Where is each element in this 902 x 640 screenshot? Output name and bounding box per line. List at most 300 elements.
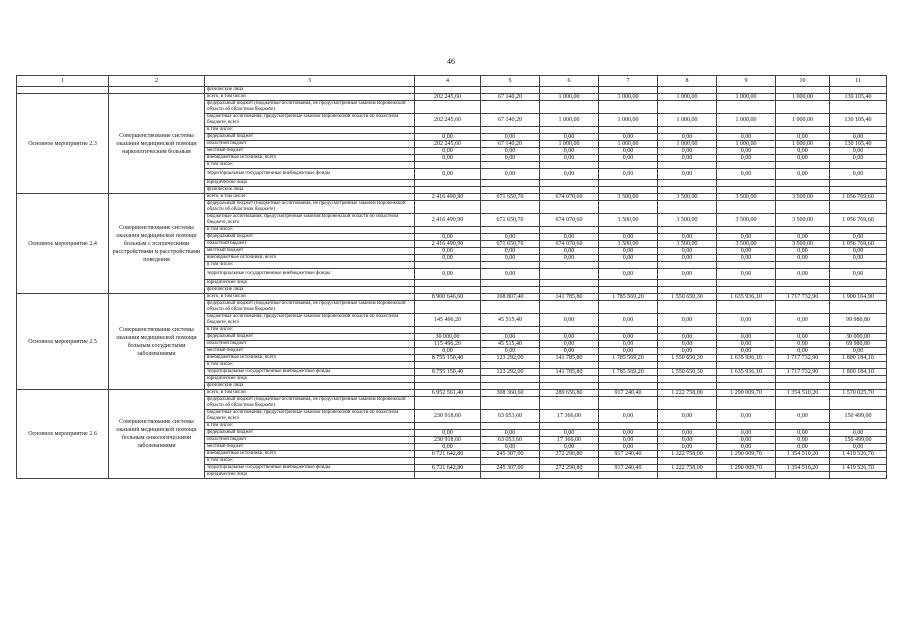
amount-cell [776,458,830,465]
funding-source-label: в том числе: [205,227,415,234]
amount-cell: 0,00 [415,234,481,241]
amount-cell [481,101,540,114]
table-row [17,87,887,94]
amount-cell: 0,00 [599,155,658,162]
funding-source-label: федеральный бюджет [205,334,415,341]
column-header: 8 [658,76,717,87]
amount-cell: 0,00 [717,410,776,423]
amount-cell [415,458,481,465]
amount-cell: 1 000,00 [599,141,658,148]
amount-cell: 0,00 [415,430,481,437]
amount-cell: 3 500,00 [599,214,658,227]
empty-cell [17,87,109,94]
column-header: 1 [17,76,109,87]
amount-cell: 0,00 [481,248,540,255]
amount-cell [776,327,830,334]
funding-source-label: всего, в том числе: [205,194,415,201]
amount-cell [776,472,830,479]
amount-cell [658,301,717,314]
amount-cell: 3 500,00 [776,194,830,201]
amount-cell [599,162,658,169]
amount-cell: 3 500,00 [776,241,830,248]
amount-cell: 0,00 [415,148,481,155]
amount-cell [599,262,658,269]
amount-cell: 1 900 164,90 [830,294,887,301]
amount-cell: 0,00 [540,148,599,155]
amount-cell: 0,00 [540,334,599,341]
amount-cell: 3 500,00 [717,241,776,248]
amount-cell: 0,00 [540,234,599,241]
column-header: 9 [717,76,776,87]
amount-cell: 0,00 [830,269,887,280]
amount-cell [830,101,887,114]
funding-source-label: федеральный бюджет [205,234,415,241]
amount-cell [658,201,717,214]
amount-cell [415,201,481,214]
amount-cell: 0,00 [540,248,599,255]
activity-name: Основное мероприятие 2.5 [17,294,109,390]
amount-cell: 1 290 009,70 [717,390,776,397]
amount-cell: 1 000,00 [717,114,776,127]
amount-cell [658,287,717,294]
amount-cell: 0,00 [658,341,717,348]
amount-cell: 3 500,00 [658,194,717,201]
amount-cell: 130 105,40 [830,141,887,148]
table-row [17,294,887,301]
amount-cell: 0,00 [830,148,887,155]
table-body [17,76,887,479]
amount-cell: 0,00 [415,134,481,141]
amount-cell: 0,00 [776,169,830,180]
amount-cell: 0,00 [717,248,776,255]
amount-cell: 67 140,20 [481,141,540,148]
amount-cell: 8 755 150,40 [415,369,481,376]
amount-cell: 0,00 [540,169,599,180]
amount-cell [830,287,887,294]
amount-cell [776,362,830,369]
amount-cell: 289 656,80 [540,390,599,397]
amount-cell: 1 717 732,90 [776,369,830,376]
funding-source-label: внебюджетные источники, всего [205,255,415,262]
amount-cell: 1 717 732,90 [776,355,830,362]
amount-cell [599,383,658,390]
amount-cell: 1 056 769,60 [830,194,887,201]
amount-cell: 0,00 [717,437,776,444]
column-header: 10 [776,76,830,87]
funding-source-label: в том числе: [205,127,415,134]
activity-title: Совершенствование системы оказания медицинской помощи больным с психическими расстройствами и расстройствами поведения [109,194,205,294]
amount-cell: 0,00 [776,134,830,141]
funding-source-label: местный бюджет [205,248,415,255]
amount-cell [481,327,540,334]
amount-cell: 1 570 025,70 [830,390,887,397]
amount-cell: 245 307,00 [481,451,540,458]
amount-cell: 3 500,00 [599,194,658,201]
activity-name: Основное мероприятие 2.3 [17,94,109,194]
amount-cell: 0,00 [830,248,887,255]
funding-source-label: территориальные государственные внебюджетные фонды [205,169,415,180]
amount-cell [599,287,658,294]
amount-cell: 671 650,70 [481,214,540,227]
amount-cell [599,458,658,465]
amount-cell [830,87,887,94]
amount-cell: 3 500,00 [658,241,717,248]
amount-cell: 141 785,80 [540,355,599,362]
amount-cell [658,472,717,479]
amount-cell: 0,00 [658,169,717,180]
amount-cell: 1 000,00 [540,141,599,148]
amount-cell: 0,00 [415,155,481,162]
amount-cell: 308 360,60 [481,390,540,397]
amount-cell: 671 650,70 [481,241,540,248]
amount-cell: 1 635 936,10 [717,294,776,301]
amount-cell: 1 290 009,70 [717,451,776,458]
funding-source-label: федеральный бюджет (бюджетные ассигнования, не предусмотренные законом Воронежской области об областном бюджете) [205,301,415,314]
funding-source-label: физические лица [205,383,415,390]
amount-cell: 1 290 009,70 [717,465,776,472]
amount-cell: 69 980,80 [830,341,887,348]
funding-source-label: федеральный бюджет (бюджетные ассигнования, не предусмотренные законом Воронежской области об областном бюджете) [205,201,415,214]
amount-cell: 115 496,20 [415,341,481,348]
amount-cell: 0,00 [830,134,887,141]
amount-cell: 0,00 [717,341,776,348]
funding-source-label: территориальные государственные внебюджетные фонды [205,269,415,280]
funding-source-label: юридические лица [205,472,415,479]
amount-cell: 0,00 [599,248,658,255]
amount-cell [776,201,830,214]
amount-cell: 245 307,00 [481,465,540,472]
amount-cell [599,280,658,287]
amount-cell [481,301,540,314]
amount-cell [830,301,887,314]
amount-cell: 0,00 [776,334,830,341]
amount-cell: 0,00 [415,348,481,355]
amount-cell [658,101,717,114]
amount-cell [481,162,540,169]
funding-source-label: в том числе: [205,162,415,169]
amount-cell: 1 000,00 [540,114,599,127]
amount-cell [481,201,540,214]
amount-cell: 3 500,00 [776,214,830,227]
amount-cell: 1 056 769,60 [830,241,887,248]
amount-cell: 6 721 642,80 [415,465,481,472]
amount-cell [830,201,887,214]
amount-cell: 0,00 [540,348,599,355]
amount-cell: 0,00 [776,269,830,280]
amount-cell: 168 807,40 [481,294,540,301]
amount-cell: 674 070,60 [540,194,599,201]
activity-name: Основное мероприятие 2.6 [17,390,109,479]
amount-cell [599,87,658,94]
amount-cell [658,423,717,430]
amount-cell: 0,00 [415,444,481,451]
amount-cell: 0,00 [540,134,599,141]
amount-cell: 3 500,00 [717,214,776,227]
amount-cell: 0,00 [415,169,481,180]
amount-cell [717,180,776,187]
amount-cell: 0,00 [540,444,599,451]
amount-cell [481,127,540,134]
amount-cell: 1 635 936,10 [717,355,776,362]
amount-cell [599,127,658,134]
amount-cell: 0,00 [599,430,658,437]
amount-cell: 0,00 [658,269,717,280]
amount-cell: 0,00 [830,155,887,162]
amount-cell: 130 105,40 [830,94,887,101]
amount-cell [776,187,830,194]
amount-cell: 3 500,00 [658,214,717,227]
amount-cell [717,376,776,383]
amount-cell [658,397,717,410]
amount-cell: 0,00 [717,444,776,451]
amount-cell: 1 000,00 [658,94,717,101]
amount-cell [599,397,658,410]
amount-cell [415,327,481,334]
amount-cell [415,397,481,410]
funding-source-label: областной бюджет [205,341,415,348]
amount-cell: 0,00 [540,255,599,262]
funding-source-label: в том числе: [205,423,415,430]
amount-cell [415,180,481,187]
amount-cell: 1 550 650,30 [658,294,717,301]
amount-cell: 0,00 [717,148,776,155]
amount-cell [540,201,599,214]
amount-cell [540,327,599,334]
amount-cell: 0,00 [599,341,658,348]
amount-cell: 150 499,00 [830,437,887,444]
amount-cell [658,362,717,369]
amount-cell: 0,00 [658,348,717,355]
funding-source-label: в том числе: [205,327,415,334]
amount-cell: 1 354 510,20 [776,451,830,458]
amount-cell: 2 416 490,90 [415,214,481,227]
amount-cell [540,187,599,194]
amount-cell: 272 290,80 [540,465,599,472]
amount-cell [717,458,776,465]
amount-cell [717,383,776,390]
amount-cell: 0,00 [830,430,887,437]
column-header: 5 [481,76,540,87]
amount-cell: 230 918,60 [415,437,481,444]
amount-cell [481,227,540,234]
amount-cell [717,262,776,269]
amount-cell: 0,00 [540,341,599,348]
funding-source-label: в том числе: [205,262,415,269]
amount-cell [658,376,717,383]
amount-cell: 0,00 [540,430,599,437]
amount-cell: 1 550 650,30 [658,355,717,362]
amount-cell [540,280,599,287]
amount-cell: 0,00 [830,348,887,355]
amount-cell: 1 419 526,70 [830,451,887,458]
amount-cell: 1 000,00 [599,114,658,127]
amount-cell: 1 354 510,20 [776,465,830,472]
amount-cell: 0,00 [599,314,658,327]
amount-cell [830,180,887,187]
amount-cell: 0,00 [599,348,658,355]
funding-source-label: юридические лица [205,280,415,287]
amount-cell [481,423,540,430]
amount-cell: 0,00 [415,269,481,280]
amount-cell: 63 053,60 [481,410,540,423]
amount-cell: 0,00 [717,430,776,437]
amount-cell [658,262,717,269]
amount-cell [481,376,540,383]
amount-cell: 0,00 [776,444,830,451]
amount-cell [830,376,887,383]
amount-cell [830,162,887,169]
amount-cell: 1 000,00 [717,141,776,148]
amount-cell: 917 240,40 [599,390,658,397]
amount-cell: 674 070,60 [540,214,599,227]
amount-cell [830,397,887,410]
amount-cell: 0,00 [830,169,887,180]
amount-cell [776,397,830,410]
amount-cell: 1 222 758,00 [658,465,717,472]
amount-cell [599,101,658,114]
column-header: 4 [415,76,481,87]
amount-cell: 45 515,40 [481,314,540,327]
amount-cell [717,187,776,194]
amount-cell: 3 500,00 [599,241,658,248]
funding-source-label: территориальные государственные внебюджетные фонды [205,369,415,376]
amount-cell [776,287,830,294]
amount-cell [540,376,599,383]
amount-cell [658,180,717,187]
amount-cell [415,262,481,269]
amount-cell [481,180,540,187]
funding-source-label: местный бюджет [205,444,415,451]
amount-cell [599,423,658,430]
amount-cell [481,362,540,369]
amount-cell [415,187,481,194]
amount-cell [540,180,599,187]
amount-cell: 0,00 [658,248,717,255]
amount-cell [717,227,776,234]
amount-cell: 45 515,40 [481,341,540,348]
amount-cell [776,301,830,314]
amount-cell [776,127,830,134]
amount-cell: 1 800 184,10 [830,355,887,362]
funding-source-label: физические лица [205,187,415,194]
amount-cell: 2 416 490,90 [415,194,481,201]
amount-cell [415,362,481,369]
amount-cell [415,227,481,234]
amount-cell: 1 800 184,10 [830,369,887,376]
amount-cell: 0,00 [481,269,540,280]
amount-cell: 0,00 [599,134,658,141]
amount-cell [776,262,830,269]
table-row [17,194,887,201]
amount-cell [717,472,776,479]
amount-cell: 0,00 [599,437,658,444]
amount-cell: 8 755 150,40 [415,355,481,362]
amount-cell: 0,00 [658,430,717,437]
amount-cell [717,423,776,430]
amount-cell [776,383,830,390]
amount-cell: 3 500,00 [717,194,776,201]
funding-source-label: всего, в том числе: [205,294,415,301]
amount-cell [658,87,717,94]
amount-cell: 202 245,60 [415,141,481,148]
amount-cell: 123 292,00 [481,355,540,362]
amount-cell [776,101,830,114]
amount-cell [540,162,599,169]
amount-cell [540,383,599,390]
amount-cell: 0,00 [540,314,599,327]
table-row [17,390,887,397]
activity-name: Основное мероприятие 2.4 [17,194,109,294]
amount-cell [776,423,830,430]
amount-cell: 17 366,00 [540,410,599,423]
header-row [17,76,887,87]
funding-source-label: областной бюджет [205,141,415,148]
amount-cell: 1 785 569,20 [599,355,658,362]
amount-cell [481,472,540,479]
funding-source-label: территориальные государственные внебюджетные фонды [205,465,415,472]
amount-cell: 0,00 [776,437,830,444]
amount-cell: 17 366,00 [540,437,599,444]
amount-cell [776,376,830,383]
amount-cell [599,180,658,187]
amount-cell: 230 918,60 [415,410,481,423]
funding-source-label: федеральный бюджет (бюджетные ассигнования, не предусмотренные законом Воронежской области об областном бюджете) [205,101,415,114]
amount-cell: 0,00 [599,148,658,155]
amount-cell: 1 785 569,20 [599,369,658,376]
amount-cell [776,227,830,234]
amount-cell: 0,00 [776,248,830,255]
amount-cell: 1 000,00 [776,94,830,101]
amount-cell [717,101,776,114]
amount-cell: 63 053,60 [481,437,540,444]
amount-cell [830,423,887,430]
amount-cell: 0,00 [658,234,717,241]
amount-cell: 130 105,40 [830,114,887,127]
amount-cell [540,127,599,134]
amount-cell [415,376,481,383]
amount-cell: 0,00 [776,155,830,162]
amount-cell [415,87,481,94]
amount-cell: 0,00 [830,444,887,451]
amount-cell: 0,00 [599,269,658,280]
funding-source-label: в том числе: [205,458,415,465]
amount-cell: 0,00 [776,430,830,437]
amount-cell [415,162,481,169]
amount-cell [717,162,776,169]
amount-cell [776,162,830,169]
amount-cell [599,201,658,214]
amount-cell [830,458,887,465]
funding-source-label: юридические лица [205,376,415,383]
funding-source-label: бюджетные ассигнования, предусмотренные законом Воронежской области об областном бюджете, всего [205,410,415,423]
amount-cell [717,397,776,410]
amount-cell: 1 000,00 [599,94,658,101]
column-header: 7 [599,76,658,87]
amount-cell [540,301,599,314]
amount-cell: 0,00 [658,134,717,141]
amount-cell [599,472,658,479]
amount-cell [481,280,540,287]
amount-cell: 0,00 [599,255,658,262]
amount-cell [481,187,540,194]
amount-cell: 1 000,00 [776,141,830,148]
amount-cell [658,280,717,287]
amount-cell [830,262,887,269]
amount-cell: 150 499,00 [830,410,887,423]
funding-source-label: бюджетные ассигнования, предусмотренные законом Воронежской области об областном бюджете, всего [205,214,415,227]
amount-cell: 0,00 [481,134,540,141]
amount-cell [658,162,717,169]
